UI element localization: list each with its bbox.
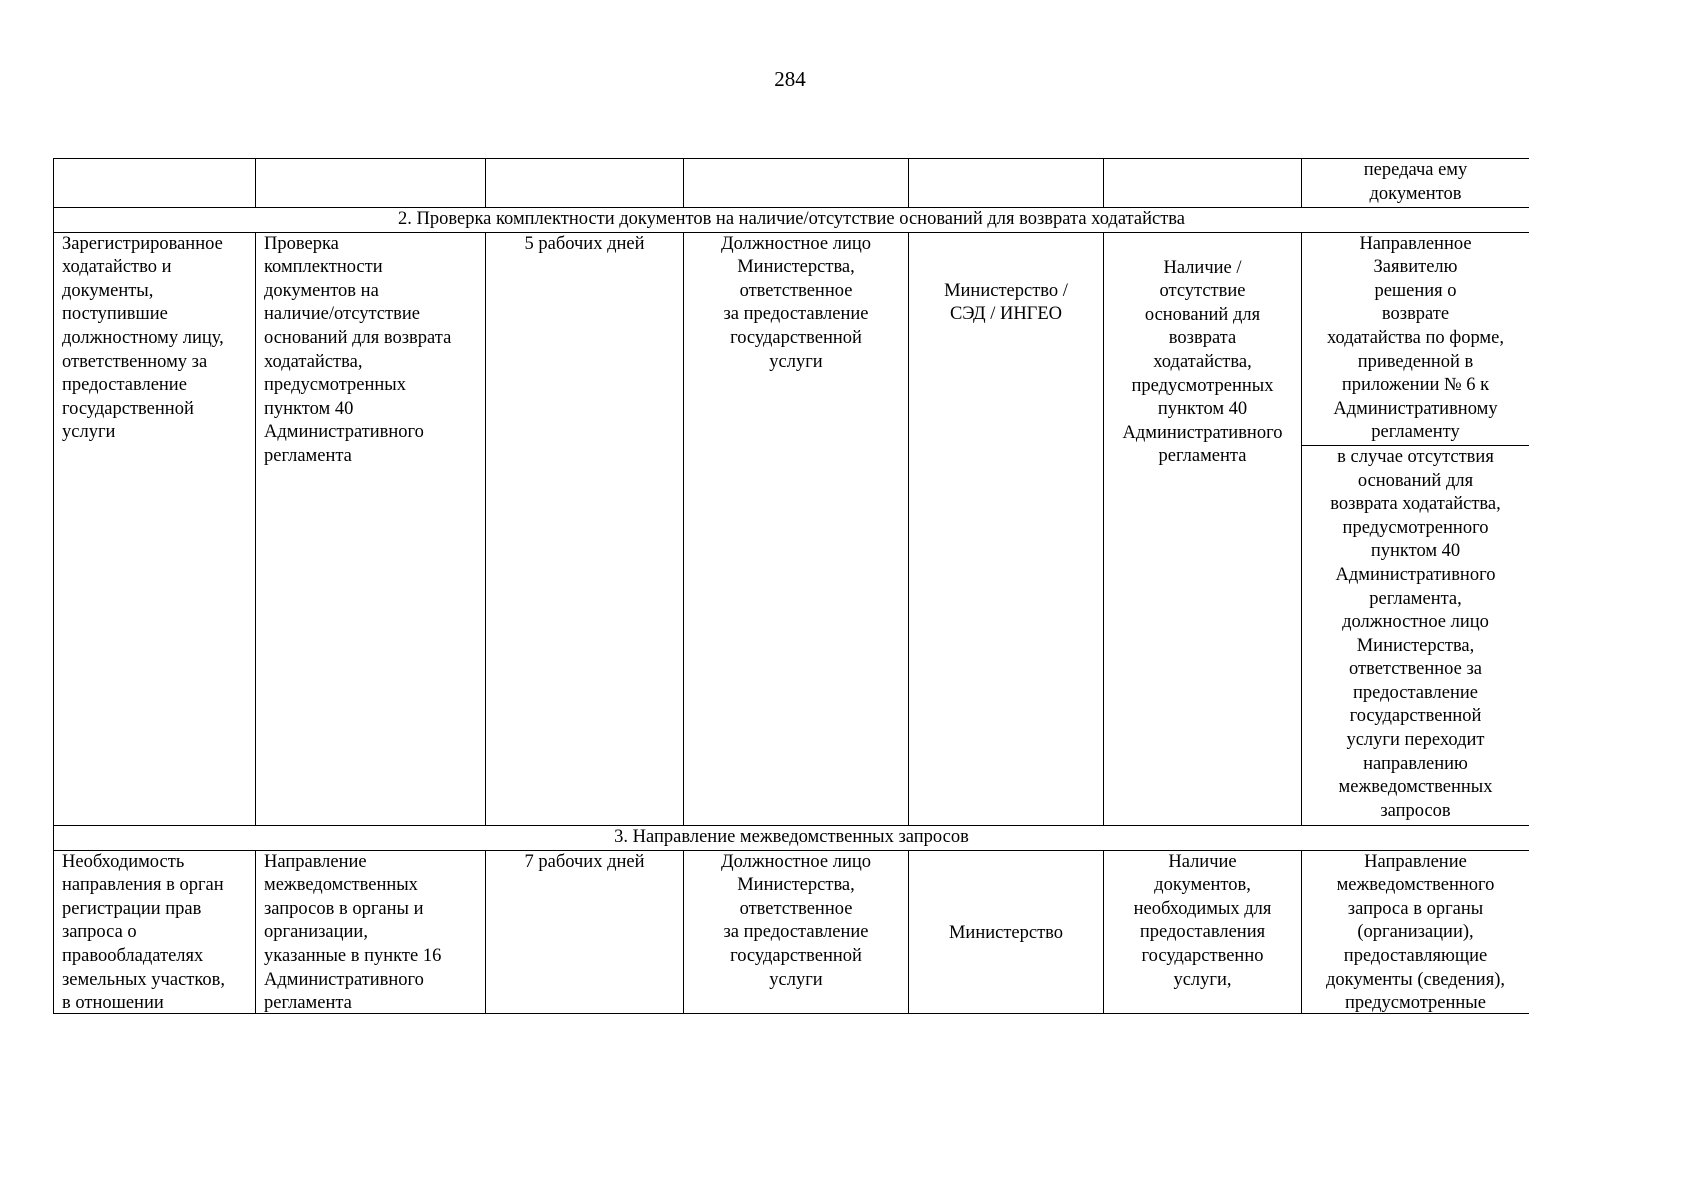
text-line: предоставления	[1139, 922, 1266, 943]
page-number: 284	[774, 67, 806, 91]
text-line: Направленное	[1359, 233, 1472, 254]
text-line: Административного	[1122, 422, 1283, 443]
text-line: государственной	[1349, 706, 1482, 727]
text-line: должностное лицо	[1342, 612, 1489, 633]
text-line: регламенту	[1371, 422, 1460, 443]
text-line: ходатайства,	[264, 351, 363, 372]
table-row-section-2	[54, 232, 1530, 445]
text-line: государственной	[730, 945, 862, 966]
text-line: наличие/отсутствие	[264, 304, 420, 325]
text-line: должностному лицу,	[62, 327, 224, 348]
text-line: Направление	[1364, 851, 1467, 872]
text-line: Необходимость	[62, 851, 185, 872]
text-line: ответственное	[739, 280, 853, 301]
text-line: пунктом 40	[264, 398, 354, 419]
text-line: приведенной в	[1357, 351, 1474, 372]
cell-action	[256, 850, 486, 1014]
cell-responsible	[684, 850, 909, 1014]
text-line: Должностное лицо	[720, 233, 872, 254]
cell-result-next-step	[1302, 445, 1530, 825]
text-line: предусмотренных	[264, 375, 406, 396]
text-line: предоставление	[1353, 682, 1478, 703]
document-table	[53, 158, 1529, 1014]
text-line: предусмотренных	[1131, 375, 1274, 396]
cell-responsible	[684, 232, 909, 825]
text-line: услуги	[769, 969, 823, 990]
text-line: ходатайства,	[1153, 351, 1252, 372]
text-line: документов на	[264, 280, 379, 301]
text-line: передача ему	[1363, 160, 1468, 180]
text-line: Министерства,	[737, 257, 855, 278]
text-line: предусмотренного	[1342, 517, 1489, 538]
cell-resource	[909, 850, 1104, 1014]
text-line: межведомственного	[1336, 875, 1495, 896]
text-line: оснований для	[1357, 470, 1474, 491]
document-table-container	[53, 158, 1529, 1014]
text-line: комплектности	[264, 257, 383, 278]
text-line: направления в орган	[62, 875, 224, 896]
text-line: ходатайство и	[62, 257, 172, 278]
table-row-continuation	[54, 159, 1530, 208]
text-line: запросов	[1380, 800, 1451, 821]
text-line: организации,	[264, 922, 368, 943]
text-line: оснований для возврата	[264, 327, 452, 348]
text-line: предоставляющие	[1343, 945, 1488, 966]
text-line: запроса о	[62, 922, 137, 943]
text-line: приложении № 6 к	[1341, 375, 1490, 396]
text-line: в отношении	[62, 993, 164, 1014]
table-row-section-3	[54, 850, 1530, 1014]
cell-result	[1302, 850, 1530, 1014]
text-line: указанные в пункте 16	[264, 945, 442, 966]
text-line: Наличие	[1168, 851, 1237, 872]
text-line: документов	[1369, 183, 1462, 204]
cell-term: 5 рабочих дней	[486, 232, 684, 825]
cell-term: 7 рабочих дней	[486, 850, 684, 1014]
text-line: документов,	[1154, 875, 1251, 896]
cell-empty	[486, 159, 684, 208]
text-line: за предоставление	[723, 922, 869, 943]
cell-criteria	[1104, 232, 1302, 825]
text-line: Заявителю	[1373, 257, 1458, 278]
section-heading-row	[54, 208, 1530, 233]
text-line: Наличие /	[1163, 257, 1242, 278]
text-line: запроса в органы	[1347, 898, 1484, 919]
text-line: пунктом 40	[1370, 541, 1461, 562]
text-line: Министерства,	[1356, 635, 1475, 656]
text-line: регламента	[1158, 446, 1247, 467]
text-line: поступившие	[62, 304, 168, 325]
cell-resource	[909, 232, 1104, 825]
text-line: правообладателях	[62, 945, 204, 966]
text-line: услуги	[62, 422, 116, 443]
text-line: направлению	[1363, 753, 1468, 774]
text-line: Административного	[264, 969, 424, 990]
text-line: ответственному за	[62, 351, 208, 372]
text-line: Административному	[1333, 398, 1498, 419]
text-line: ходатайства по форме,	[1327, 327, 1504, 348]
text-line: регламента,	[1369, 588, 1462, 609]
text-line: Зарегистрированное	[62, 233, 223, 254]
cell-empty	[256, 159, 486, 208]
cell-action	[256, 232, 486, 825]
text-line: оснований для	[1144, 304, 1261, 325]
text-line: земельных участков,	[62, 969, 226, 990]
text-line: в случае отсутствия	[1337, 446, 1494, 467]
text-line: межведомственных	[1338, 777, 1493, 798]
text-line: документы,	[62, 280, 154, 301]
text-line: Должностное лицо	[720, 851, 872, 872]
text-line: решения о	[1374, 280, 1457, 301]
text-line: возврате	[1381, 304, 1450, 325]
cell-empty	[909, 159, 1104, 208]
section-heading-row	[54, 825, 1530, 850]
text-line: за предоставление	[723, 304, 869, 325]
text-line: возврата	[1168, 328, 1237, 349]
text-line: регистрации прав	[62, 898, 202, 919]
text-line: межведомственных	[264, 875, 418, 896]
text-line: документы (сведения),	[1325, 969, 1506, 990]
text-line: ответственное	[739, 898, 853, 919]
text-line: регламента	[264, 445, 352, 466]
text-line: необходимых для	[1133, 898, 1272, 919]
cell-empty	[1104, 159, 1302, 208]
text-line: предусмотренные	[1345, 993, 1486, 1014]
cell-criteria	[1104, 850, 1302, 1014]
text-line: Направление	[264, 851, 367, 872]
text-line: предоставление	[62, 375, 187, 396]
text-line: государственно	[1141, 945, 1264, 966]
cell-basis	[54, 850, 256, 1014]
cell-basis	[54, 232, 256, 825]
text-line: СЭД / ИНГЕО	[949, 304, 1063, 325]
cell-empty	[684, 159, 909, 208]
text-line: Административного	[264, 422, 424, 443]
section-3-title: 3. Направление межведомственных запросов	[54, 825, 1530, 850]
text-line: Административного	[1335, 564, 1496, 585]
text-line: услуги,	[1173, 969, 1232, 990]
text-line: Министерство /	[944, 280, 1068, 301]
cell-result-decision	[1302, 232, 1530, 445]
text-line: запросов в органы и	[264, 898, 424, 919]
text-line: услуги переходит	[1346, 730, 1485, 751]
text-line: отсутствие	[1159, 281, 1246, 302]
text-line: возврата ходатайства,	[1330, 494, 1501, 515]
text-line: пунктом 40	[1157, 399, 1248, 420]
text-line: Министерство	[948, 922, 1064, 943]
cell-result-continuation	[1302, 159, 1530, 208]
text-line: услуги	[769, 351, 823, 372]
text-line: регламента	[264, 993, 352, 1014]
text-line: Министерства,	[737, 875, 855, 896]
text-line: Проверка	[264, 233, 339, 254]
text-line: ответственное за	[1348, 659, 1482, 680]
text-line: государственной	[730, 327, 862, 348]
cell-empty	[54, 159, 256, 208]
text-line: государственной	[62, 398, 194, 419]
text-line: (организации),	[1357, 922, 1474, 943]
section-2-title: 2. Проверка комплектности документов на наличие/отсутствие оснований для возврата ходатайства	[54, 208, 1530, 233]
